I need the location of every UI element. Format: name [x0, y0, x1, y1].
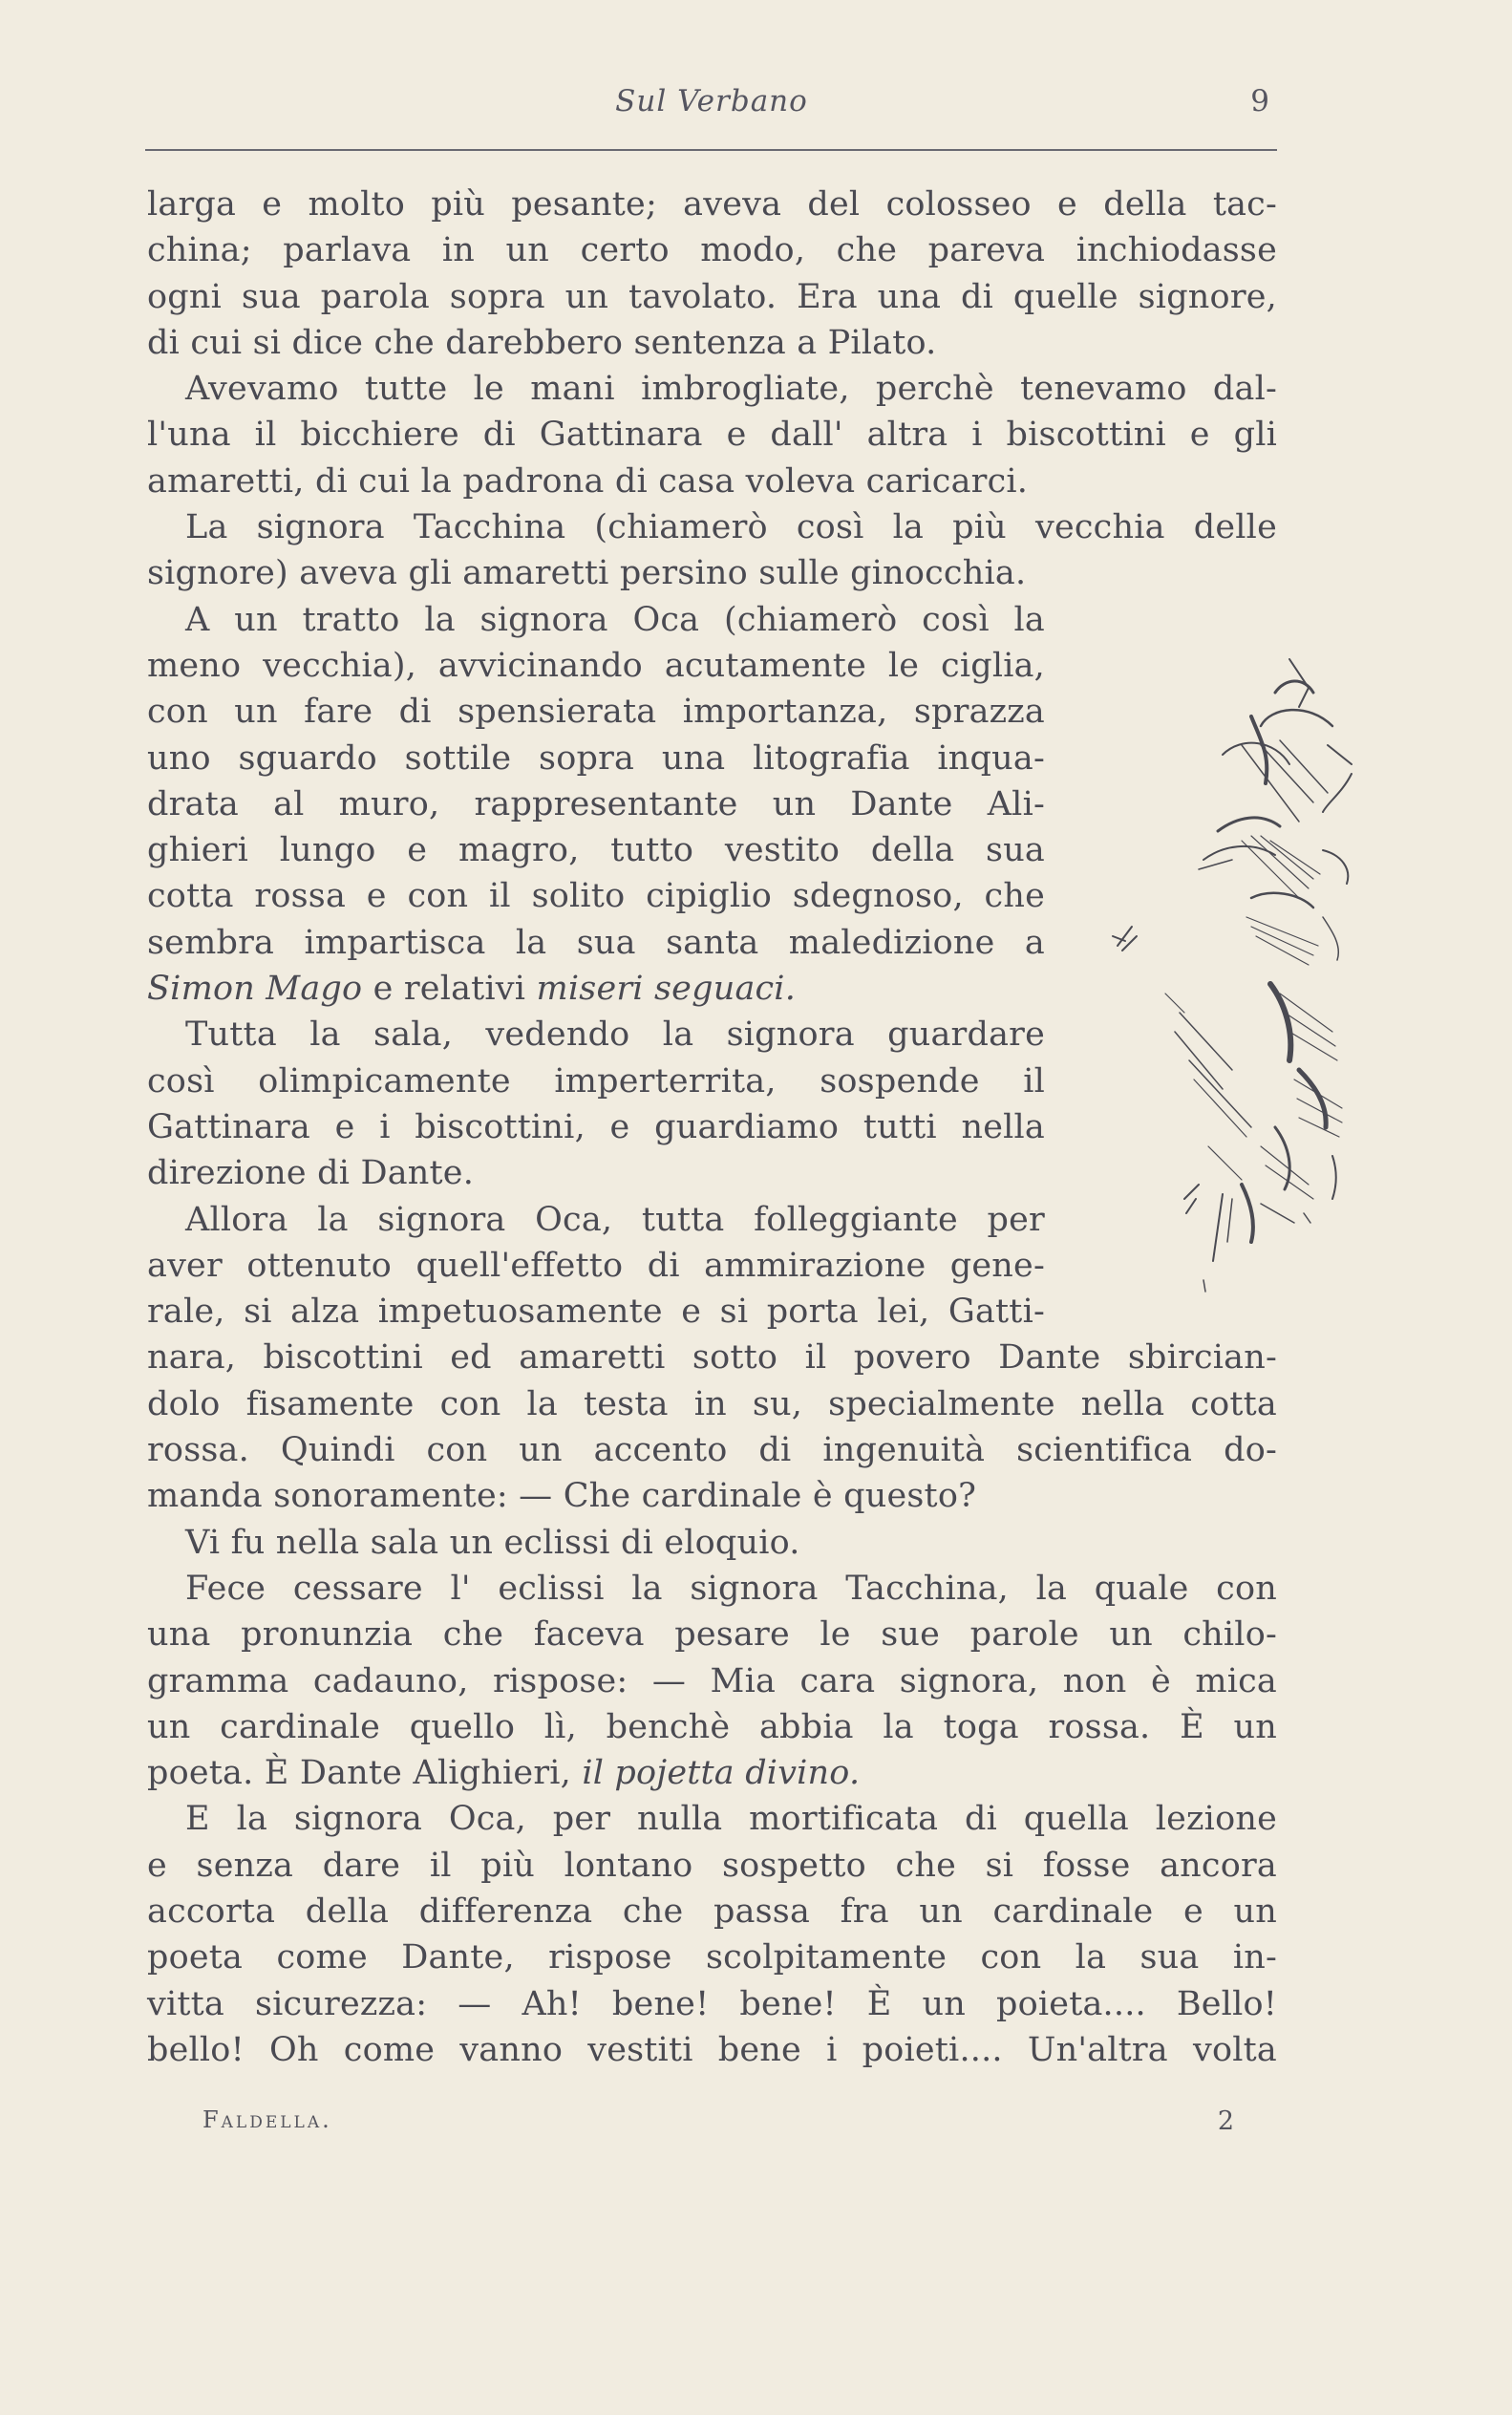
text-line: amaretti, di cui la padrona di casa voleva caricarci.: [147, 461, 1029, 501]
text-line: [147, 966, 1045, 1012]
text-line: signore) aveva gli amaretti persino sulle ginocchia.: [147, 554, 1027, 593]
text-line: ogni sua parola sopra un tavolato. Era una di quelle signore,: [147, 277, 1277, 316]
text-line: ghieri lungo e magro, tutto vestito della sua: [147, 831, 1045, 870]
text-line: di cui si dice che darebbero sentenza a Pilato.: [147, 323, 937, 362]
signature-number: 2: [1217, 2106, 1234, 2136]
text-line: La signora Tacchina (chiamerò così la più vecchia delle: [185, 508, 1277, 547]
text-line: vitta sicurezza: — Ah! bene! bene! È un poieta.... Bello!: [147, 1984, 1277, 2023]
text-line: dolo fisamente con la testa in su, specialmente nella cotta: [147, 1384, 1277, 1423]
text-line: E la signora Oca, per nulla mortificata di quella lezione: [185, 1800, 1277, 1839]
text-line: rossa. Quindi con un accento di ingenuità scientifica do-: [147, 1431, 1277, 1470]
text-line: cotta rossa e con il solito cipiglio sdegnoso, che: [147, 877, 1045, 916]
text-line: nara, biscottini ed amaretti sotto il povero Dante sbircian-: [147, 1338, 1277, 1378]
text-segment: e relativi: [362, 970, 537, 1009]
text-line: bello! Oh come vanno vestiti bene i poieti.... Un'altra volta: [147, 2030, 1277, 2069]
text-line: rale, si alza impetuosamente e si porta lei, Gatti-: [147, 1293, 1045, 1332]
dante-sketch-illustration: [1108, 650, 1356, 1299]
text-line: gramma cadauno, rispose: — Mia cara signora, non è mica: [147, 1661, 1277, 1700]
italic-text: Simon Mago: [147, 970, 363, 1009]
text-line: così olimpicamente imperterrita, sospende il: [147, 1061, 1045, 1101]
text-line: uno sguardo sottile sopra una litografia inqua-: [147, 738, 1045, 778]
text-line: meno vecchia), avvicinando acutamente le ciglia,: [147, 646, 1045, 685]
italic-text: miseri seguaci.: [536, 970, 797, 1009]
text-line: china; parlava in un certo modo, che pareva inchiodasse: [147, 231, 1277, 270]
text-line: poeta come Dante, rispose scolpitamente con la sua in-: [147, 1938, 1277, 1977]
text-line: l'una il bicchiere di Gattinara e dall' altra i biscottini e gli: [147, 416, 1277, 455]
text-line: aver ottenuto quell'effetto di ammirazione gene-: [147, 1246, 1045, 1285]
page-number: 9: [1250, 84, 1269, 118]
text-line: accorta della differenza che passa fra un cardinale e un: [147, 1891, 1277, 1931]
text-line: Allora la signora Oca, tutta folleggiante per: [185, 1200, 1045, 1239]
running-title: Sul Verbano: [615, 84, 808, 118]
text-line: Vi fu nella sala un eclissi di eloquio.: [185, 1523, 800, 1562]
text-line: una pronunzia che faceva pesare le sue parole un chilo-: [147, 1615, 1277, 1655]
text-segment: poeta. È Dante Alighieri,: [147, 1754, 583, 1793]
text-line: un cardinale quello lì, benchè abbia la toga rossa. È un: [147, 1707, 1277, 1746]
text-line: drata al muro, rappresentante un Dante Ali-: [147, 784, 1045, 823]
text-line: manda sonoramente: — Che cardinale è questo?: [147, 1477, 977, 1516]
text-line: con un fare di spensierata importanza, sprazza: [147, 693, 1045, 732]
text-line: Avevamo tutte le mani imbrogliate, perchè tenevamo dal-: [185, 370, 1277, 409]
text-line: [147, 1750, 1277, 1796]
text-line: larga e molto più pesante; aveva del colosseo e della tac-: [147, 185, 1277, 224]
text-line: direzione di Dante.: [147, 1154, 475, 1193]
text-line: A un tratto la signora Oca (chiamerò così la: [185, 600, 1045, 639]
text-line: sembra impartisca la sua santa maledizione a: [147, 923, 1045, 962]
running-head: [148, 84, 1275, 122]
text-line: Gattinara e i biscottini, e guardiamo tutti nella: [147, 1107, 1045, 1146]
printer-signature: Faldella.: [202, 2106, 332, 2133]
text-line: Fece cessare l' eclissi la signora Tacchina, la quale con: [185, 1569, 1277, 1608]
italic-text: il pojetta divino.: [582, 1754, 861, 1793]
text-line: Tutta la sala, vedendo la signora guardare: [185, 1015, 1045, 1055]
page-footer: [202, 2106, 1234, 2145]
header-rule: [145, 149, 1277, 151]
text-line: e senza dare il più lontano sospetto che si fosse ancora: [147, 1846, 1277, 1885]
